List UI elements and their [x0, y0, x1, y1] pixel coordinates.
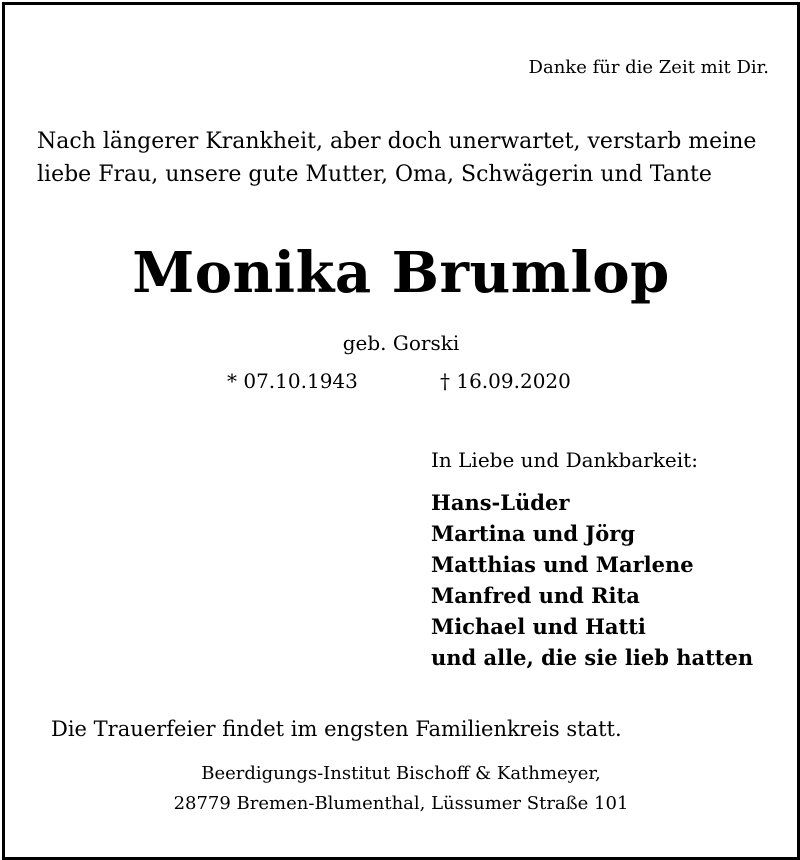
mourner-name: Michael und Hatti: [431, 614, 646, 639]
mourner-name: Hans-Lüder: [431, 490, 570, 515]
intro-line: liebe Frau, unsere gute Mutter, Oma, Schwägerin und Tante: [37, 162, 712, 187]
deceased-name: Monika Brumlop: [132, 240, 670, 306]
mourners-block: [431, 445, 791, 673]
intro-line: Nach längerer Krankheit, aber doch unerwartet, verstarb meine: [37, 129, 757, 154]
undertaker-address: 28779 Bremen-Blumenthal, Lüssumer Straße 101: [173, 793, 629, 814]
mourners-heading: In Liebe und Dankbarkeit:: [431, 448, 698, 472]
mourner-name: Martina und Jörg: [431, 521, 636, 546]
mourners-list: [431, 487, 791, 673]
birth-date: * 07.10.1943: [227, 369, 358, 393]
intro-text: [37, 125, 777, 191]
service-note: Die Trauerfeier findet im engsten Familienkreis statt.: [51, 717, 622, 741]
obituary-notice: [2, 2, 800, 860]
mourner-name: Matthias und Marlene: [431, 552, 694, 577]
birth-name: geb. Gorski: [342, 331, 460, 355]
undertaker-info: [5, 759, 797, 819]
undertaker-name: Beerdigungs-Institut Bischoff & Kathmeyer,: [201, 763, 601, 784]
death-date: † 16.09.2020: [440, 369, 571, 393]
mourner-name: und alle, die sie lieb hatten: [431, 645, 754, 670]
motto: Danke für die Zeit mit Dir.: [528, 57, 769, 78]
mourner-name: Manfred und Rita: [431, 583, 640, 608]
